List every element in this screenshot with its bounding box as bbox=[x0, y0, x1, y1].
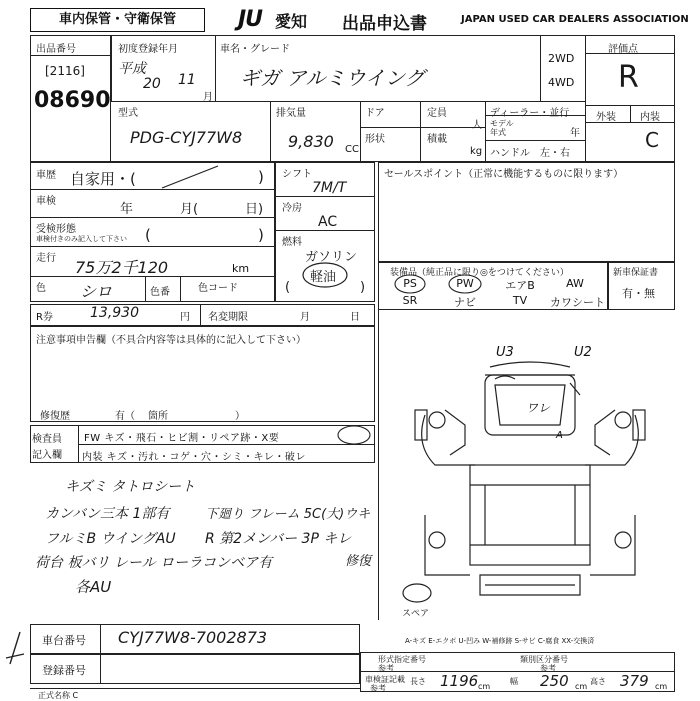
inspection-day: 日) bbox=[245, 202, 264, 217]
dims-type-label: 形式指定番号 bbox=[378, 655, 426, 664]
recycle-label: R券 bbox=[36, 312, 53, 323]
dims-width: 250 bbox=[540, 672, 569, 690]
history-value: 自家用・( bbox=[70, 170, 136, 188]
inspection-year: 年 bbox=[120, 202, 134, 217]
history-strike bbox=[160, 162, 220, 192]
org-name: 愛知 bbox=[275, 12, 308, 31]
recycle-unit: 円 bbox=[180, 312, 190, 323]
received-open: ( bbox=[145, 226, 151, 244]
mileage-unit: km bbox=[232, 262, 250, 275]
dealer-label: ディーラー・並行 bbox=[490, 108, 570, 119]
diagram-mark-u3: U3 bbox=[496, 345, 514, 360]
mileage-label: 走行 bbox=[36, 253, 56, 264]
chassis-value: CYJ77W8-7002873 bbox=[118, 628, 268, 647]
model-label: 型式 bbox=[118, 108, 138, 119]
storage-label: 車内保管・守衛保管 bbox=[58, 12, 176, 27]
checker-circle-x bbox=[336, 424, 372, 446]
diagram-spare: スペア bbox=[402, 609, 430, 619]
received-label: 受検形態 bbox=[36, 224, 76, 235]
dims-height: 379 bbox=[620, 672, 649, 690]
car-name-value: ギガ アルミウイング bbox=[240, 66, 425, 90]
color-value: シロ bbox=[80, 282, 113, 301]
hw-note-2: カンバン三本 1部有 bbox=[45, 506, 170, 522]
fuel-label: 燃料 bbox=[282, 237, 302, 248]
hw-note-7: R 第2メンバー 3P キレ bbox=[205, 531, 352, 547]
model-year-label: モデル bbox=[490, 119, 514, 128]
ju-logo: JU bbox=[238, 7, 263, 32]
first-reg-label: 初度登録年月 bbox=[118, 44, 178, 55]
equip-aw: AW bbox=[566, 277, 584, 290]
bottom-partial bbox=[30, 688, 360, 700]
mileage-value: 75万2千120 bbox=[75, 258, 169, 277]
drive-2wd: 2WD bbox=[548, 52, 575, 65]
inspection-month: 月( bbox=[180, 202, 199, 217]
received-note: 車検付きのみ記入して下さい bbox=[36, 235, 127, 243]
repair-place: 箇所 bbox=[148, 411, 168, 422]
equip-ps: PS bbox=[403, 277, 417, 290]
dims-width-label: 幅 bbox=[510, 677, 518, 686]
history-close: ) bbox=[258, 168, 264, 186]
dims-ref-3: 参考 bbox=[370, 684, 386, 693]
equip-pw-circle bbox=[447, 273, 483, 295]
diagram-mark-u2: U2 bbox=[574, 345, 592, 360]
chassis-label: 車台番号 bbox=[42, 634, 86, 647]
hw-note-5: 各AU bbox=[75, 578, 112, 596]
handle-label: ハンドル bbox=[490, 148, 530, 159]
recycle-row bbox=[30, 304, 375, 326]
sales-point-label: セールスポイント（正常に機能するものに限ります） bbox=[384, 169, 624, 180]
repair-value: 有（ bbox=[115, 411, 135, 422]
int-value: C bbox=[645, 128, 659, 152]
equip-airbag: エアB bbox=[505, 279, 535, 292]
checker-label-2: 記入欄 bbox=[32, 450, 62, 461]
handle-opts: 左・右 bbox=[540, 148, 570, 159]
dims-height-unit: cm bbox=[655, 682, 668, 691]
aircon-value: AC bbox=[318, 214, 338, 230]
equip-pw: PW bbox=[456, 277, 474, 290]
displacement-label: 排気量 bbox=[276, 108, 306, 119]
dims-ref-2: 参考 bbox=[540, 664, 556, 673]
first-reg-era: 平成 bbox=[118, 61, 146, 77]
name-change-month: 月 bbox=[300, 312, 310, 323]
lot-label: 出品番号 bbox=[36, 44, 76, 55]
rating-value: R bbox=[618, 60, 639, 95]
checker-label-1: 検査員 bbox=[32, 434, 62, 445]
rating-label: 評価点 bbox=[608, 44, 638, 55]
year-unit: 年 bbox=[570, 128, 580, 139]
checker-row-1: FW キズ・飛石・ヒビ割・リペア跡・X要 bbox=[84, 433, 280, 444]
door-label: ドア bbox=[365, 108, 385, 119]
history-label: 車歴 bbox=[36, 170, 56, 181]
first-reg-month-unit: 月 bbox=[203, 92, 213, 103]
fuel-open: ( bbox=[285, 280, 291, 295]
fuel-diesel: 軽油 bbox=[310, 270, 337, 285]
dims-car-label: 車検証記載 bbox=[365, 675, 405, 684]
hw-note-3: フルミB ウイングAU bbox=[45, 531, 176, 547]
fuel-value: ガソリン bbox=[305, 250, 358, 265]
year-label: 年式 bbox=[490, 128, 506, 137]
diagram-mark-a: A bbox=[556, 430, 563, 441]
shape-label: 形状 bbox=[365, 134, 385, 145]
repair-close: ） bbox=[235, 411, 245, 422]
truck-diagram bbox=[395, 355, 665, 610]
lot-number: 08690 bbox=[34, 88, 111, 113]
notes-label: 注意事項申告欄（不具合内容等は具体的に記入して下さい） bbox=[36, 335, 306, 346]
color-code-label: 色コード bbox=[198, 283, 238, 294]
name-change-label: 名変期限 bbox=[208, 312, 248, 323]
warranty-label: 新車保証書 bbox=[613, 268, 659, 278]
displacement-value: 9,830 bbox=[288, 132, 334, 151]
fuel-close: ) bbox=[360, 280, 366, 295]
dims-ref-1: 参考 bbox=[378, 664, 394, 673]
inspection-label: 車検 bbox=[36, 196, 56, 207]
checker-row-2: 内装 キズ・汚れ・コゲ・穴・シミ・キレ・破レ bbox=[82, 452, 306, 463]
name-change-day: 日 bbox=[350, 312, 360, 323]
bottom-left-mark bbox=[2, 628, 28, 668]
load-label: 積載 bbox=[427, 134, 447, 145]
storage-banner bbox=[30, 8, 205, 32]
repair-label: 修復歴 bbox=[40, 411, 70, 422]
dims-height-label: 高さ bbox=[590, 677, 606, 686]
bottom-text: 正式名称 C bbox=[38, 691, 79, 700]
first-reg-month: 11 bbox=[178, 72, 196, 88]
dims-width-unit: cm bbox=[575, 682, 588, 691]
aircon-label: 冷房 bbox=[282, 203, 302, 214]
shift-value: 7M/T bbox=[312, 180, 347, 196]
load-unit: kg bbox=[470, 146, 483, 157]
ext-label: 外装 bbox=[596, 112, 616, 123]
displacement-unit: CC bbox=[345, 144, 359, 155]
color-label: 色 bbox=[36, 283, 46, 294]
equip-sr: SR bbox=[402, 294, 418, 307]
form-title: 出品申込書 bbox=[342, 14, 427, 34]
equip-tv: TV bbox=[512, 294, 528, 307]
lot-sub: [2116] bbox=[45, 64, 85, 78]
diesel-circle bbox=[300, 260, 350, 290]
int-label: 内装 bbox=[640, 112, 660, 123]
equip-navi: ナビ bbox=[454, 296, 476, 309]
color-num-label: 色番 bbox=[150, 287, 170, 298]
car-name-label: 車名・グレード bbox=[220, 44, 290, 55]
dims-length-label: 長さ bbox=[410, 677, 426, 686]
capacity-label: 定員 bbox=[427, 108, 447, 119]
registration-label: 登録番号 bbox=[42, 664, 86, 677]
dims-cat-label: 類別区分番号 bbox=[520, 655, 568, 664]
recycle-value: 13,930 bbox=[90, 305, 139, 321]
capacity-unit: 人 bbox=[472, 120, 482, 131]
assoc-name: JAPAN USED CAR DEALERS ASSOCIATION bbox=[461, 14, 689, 25]
received-close: ) bbox=[258, 226, 264, 244]
first-reg-year: 20 bbox=[143, 76, 161, 92]
equip-ps-circle bbox=[393, 273, 427, 295]
warranty-opts: 有・無 bbox=[622, 287, 655, 300]
hw-note-1: キズミ タトロシート bbox=[65, 479, 196, 495]
hw-note-6: 下廻り フレーム 5C(大)ウキ bbox=[205, 507, 371, 522]
drive-4wd: 4WD bbox=[548, 76, 575, 89]
diagram-legend: A-キズ E-エクボ U-凹み W-補修跡 S-サビ C-腐食 XX-交換済 bbox=[405, 637, 595, 645]
hw-note-4: 荷台 板バリ レール ローラコンベア有 bbox=[35, 555, 273, 571]
equip-leather: カワシート bbox=[550, 296, 605, 309]
diagram-mark-ware: ワレ bbox=[526, 401, 551, 415]
model-value: PDG-CYJ77W8 bbox=[130, 128, 243, 147]
dims-length: 1196 bbox=[440, 672, 479, 690]
hw-note-8: 修復 bbox=[345, 554, 372, 569]
dims-length-unit: cm bbox=[478, 682, 491, 691]
shift-label: シフト bbox=[282, 169, 312, 180]
equipment-label: 装備品（純正品に限り◎をつけてください） bbox=[390, 268, 569, 278]
